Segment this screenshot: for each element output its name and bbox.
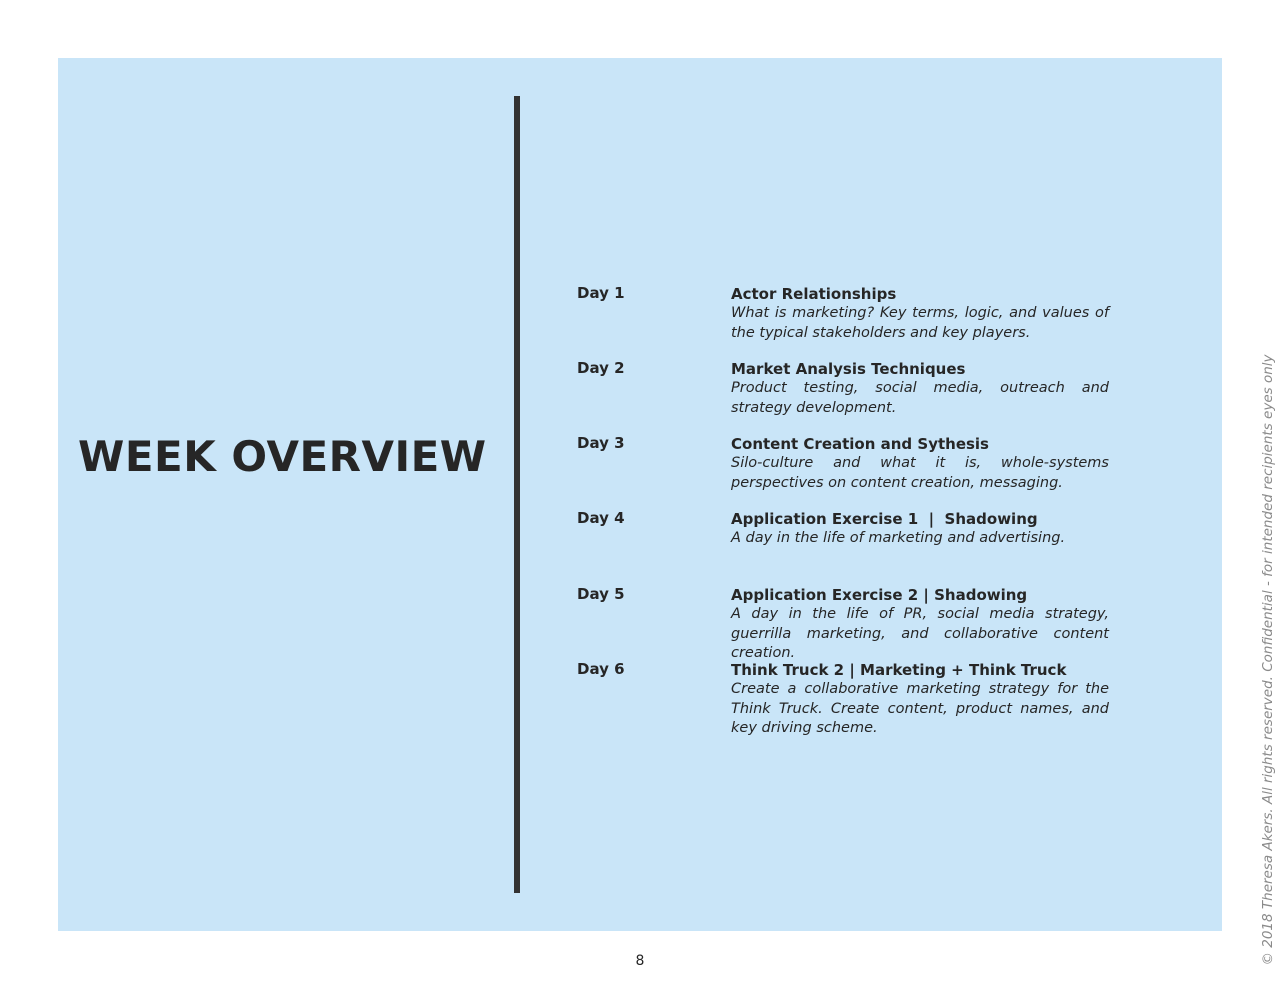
- page-number: 8: [635, 953, 645, 969]
- copyright-notice: © 2018 Theresa Akers. All rights reserved. Confidential - for intended recipients eyes only: [1260, 354, 1276, 966]
- day-label: Day 2: [577, 359, 625, 377]
- day-title: Market Analysis Techniques: [731, 360, 966, 378]
- day-title: Content Creation and Sythesis: [731, 435, 989, 453]
- day-content: [731, 359, 1109, 418]
- day-title: Application Exercise 1 | Shadowing: [731, 510, 1038, 528]
- day-description: A day in the life of marketing and advertising.: [731, 530, 1066, 546]
- day-content: [731, 585, 1109, 664]
- day-label: Day 6: [577, 660, 625, 678]
- day-label: Day 5: [577, 585, 625, 603]
- day-label: Day 3: [577, 434, 625, 452]
- day-description: A day in the life of PR, social media strategy, guerrilla marketing, and collaborative content creation.: [731, 606, 1109, 661]
- day-description: Silo-culture and what it is, whole-systems perspectives on content creation, messaging.: [731, 455, 1109, 491]
- day-description: What is marketing? Key terms, logic, and values of the typical stakeholders and key players.: [731, 305, 1109, 341]
- day-title: Think Truck 2 | Marketing + Think Truck: [731, 661, 1067, 679]
- day-content: [731, 284, 1109, 343]
- day-label: Day 1: [577, 284, 625, 302]
- day-description: Product testing, social media, outreach and strategy development.: [731, 380, 1109, 416]
- day-label: Day 4: [577, 509, 625, 527]
- day-content: [731, 660, 1109, 739]
- day-title: Actor Relationships: [731, 285, 897, 303]
- day-content: [731, 434, 1109, 493]
- page-title: WEEK OVERVIEW: [78, 432, 487, 481]
- overview-panel: [58, 58, 1222, 931]
- day-title: Application Exercise 2 | Shadowing: [731, 586, 1028, 604]
- day-content: [731, 509, 1109, 549]
- day-description: Create a collaborative marketing strategy for the Think Truck. Create content, product names, and key driving scheme.: [731, 681, 1109, 736]
- vertical-divider: [514, 96, 520, 893]
